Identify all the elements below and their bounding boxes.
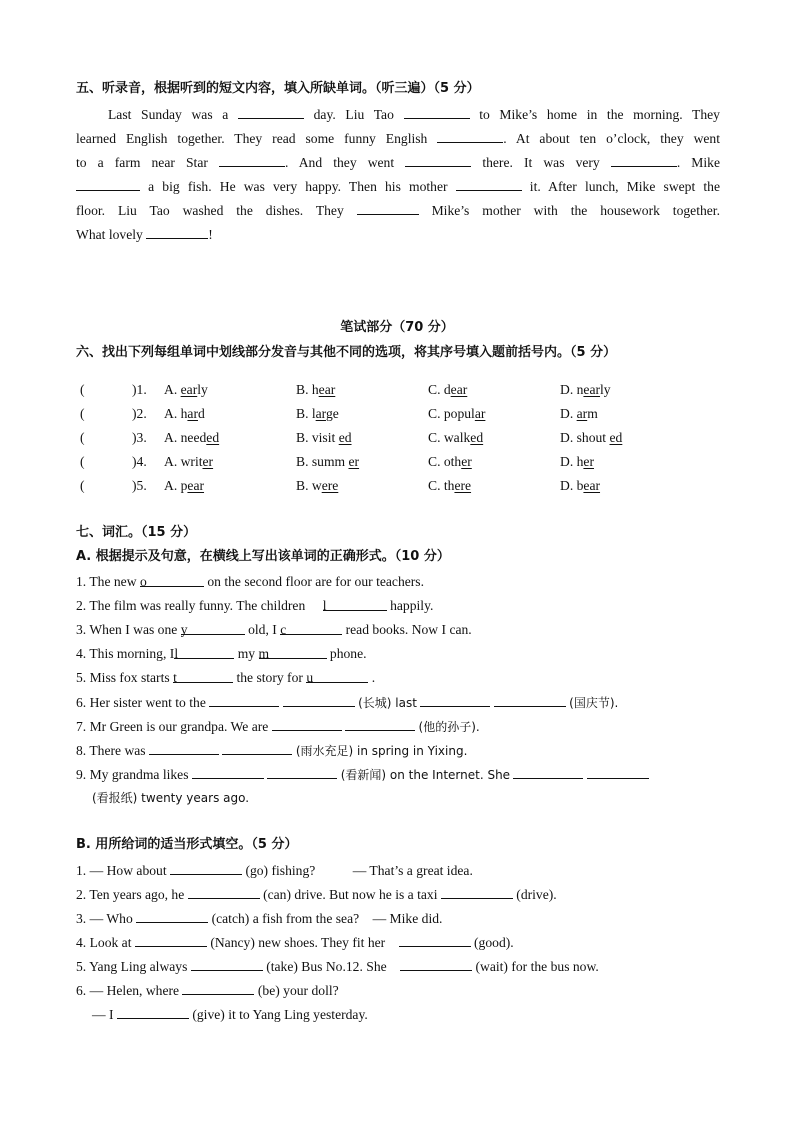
blank[interactable] <box>146 225 208 239</box>
blank[interactable]: t <box>173 669 233 683</box>
blank[interactable] <box>136 909 208 923</box>
answer-bracket[interactable]: ( <box>80 406 85 421</box>
blank[interactable] <box>182 981 254 995</box>
form-q5: 5. Yang Ling always (take) Bus No.12. She (wait) for the bus now. <box>76 959 599 974</box>
blank[interactable] <box>513 765 583 779</box>
section5-heading: 五、听录音，根据听到的短文内容，填入所缺单词。（听三遍）（5 分） <box>76 81 480 96</box>
blank[interactable] <box>209 693 279 707</box>
passage-line-1: Last Sunday was a day. Liu Tao to Mike’s home in the morning. They <box>108 107 720 122</box>
phonics-row: ( )1. A. early B. hear C. dear D. nearly <box>80 382 611 397</box>
blank[interactable] <box>283 693 355 707</box>
option-b: B. summ er <box>296 454 360 469</box>
option-a: A. pear <box>164 478 205 493</box>
blank[interactable] <box>441 885 513 899</box>
vocab-q9-cont: (看报纸) twenty years ago. <box>92 791 250 805</box>
blank[interactable] <box>437 129 503 143</box>
blank[interactable] <box>587 765 649 779</box>
blank[interactable] <box>76 177 140 191</box>
blank[interactable] <box>456 177 522 191</box>
vocab-q5: 5. Miss fox starts t the story for u . <box>76 670 376 685</box>
option-c: C. popular <box>428 406 486 421</box>
blank[interactable] <box>420 693 490 707</box>
blank[interactable] <box>238 105 304 119</box>
option-a: A. writer <box>164 454 214 469</box>
option-c: C. walked <box>428 430 484 445</box>
blank[interactable] <box>188 885 260 899</box>
passage-line-6: What lovely ! <box>76 227 213 242</box>
blank[interactable] <box>494 693 566 707</box>
blank[interactable] <box>405 153 471 167</box>
vocab-q4: 4. This morning, Il my m phone. <box>76 646 367 661</box>
blank[interactable] <box>219 153 285 167</box>
vocab-q8: 8. There was (雨水充足) in spring in Yixing. <box>76 743 468 758</box>
blank[interactable]: o <box>140 573 204 587</box>
blank[interactable] <box>170 861 242 875</box>
form-q3: 3. — Who (catch) a fish from the sea? — Mike did. <box>76 911 443 926</box>
option-a: A. early <box>164 382 208 397</box>
vocab-q7: 7. Mr Green is our grandpa. We are (他的孙子). <box>76 719 480 734</box>
form-q6-answer: — I (give) it to Yang Ling yesterday. <box>92 1007 368 1022</box>
blank[interactable] <box>611 153 677 167</box>
blank[interactable]: m <box>259 645 327 659</box>
blank[interactable] <box>272 717 342 731</box>
phonics-row: ( )2. A. hard B. large C. popular D. arm <box>80 406 598 421</box>
phonics-row: ( )3. A. needed B. visit ed C. walked D. shout ed <box>80 430 623 445</box>
section7-partB-heading: B. 用所给词的适当形式填空。（5 分） <box>76 837 298 852</box>
vocab-q2: 2. The film was really funny. The children l happily. <box>76 598 434 613</box>
blank[interactable] <box>149 741 219 755</box>
blank[interactable] <box>400 957 472 971</box>
blank[interactable] <box>399 933 471 947</box>
option-a: A. hard <box>164 406 205 421</box>
answer-bracket[interactable]: ( <box>80 430 85 445</box>
form-q2: 2. Ten years ago, he (can) drive. But now he is a taxi (drive). <box>76 887 557 902</box>
option-d: D. arm <box>560 406 598 421</box>
blank[interactable]: y <box>181 621 245 635</box>
form-q1: 1. — How about (go) fishing? — That’s a great idea. <box>76 863 473 878</box>
option-c: C. there <box>428 478 472 493</box>
option-d: D. nearly <box>560 382 611 397</box>
blank[interactable] <box>222 741 292 755</box>
passage-line-4: a big fish. He was very happy. Then his mother it. After lunch, Mike swept the <box>76 177 720 196</box>
written-part-title: 笔试部分（70 分） <box>340 320 454 335</box>
blank[interactable]: c <box>280 621 342 635</box>
form-q4: 4. Look at (Nancy) new shoes. They fit her (good). <box>76 935 514 950</box>
option-b: B. visit ed <box>296 430 352 445</box>
blank[interactable] <box>404 105 470 119</box>
phonics-row: ( )5. A. pear B. were C. there D. bear <box>80 478 601 493</box>
option-d: D. bear <box>560 478 601 493</box>
blank[interactable]: u <box>306 669 368 683</box>
answer-bracket[interactable]: ( <box>80 478 85 493</box>
option-b: B. large <box>296 406 339 421</box>
blank[interactable] <box>357 201 419 215</box>
blank[interactable] <box>135 933 207 947</box>
blank[interactable]: l <box>174 645 234 659</box>
vocab-q3: 3. When I was one y old, I c read books. Now I can. <box>76 622 472 637</box>
option-d: D. her <box>560 454 594 469</box>
option-b: B. hear <box>296 382 336 397</box>
vocab-q6: 6. Her sister went to the (长城) last (国庆节). <box>76 695 619 710</box>
blank[interactable] <box>192 765 264 779</box>
blank[interactable] <box>117 1005 189 1019</box>
passage-line-3: to a farm near Star . And they went there. It was very . Mike <box>76 155 721 170</box>
option-c: C. other <box>428 454 472 469</box>
answer-bracket[interactable]: ( <box>80 454 85 469</box>
passage-line-5: floor. Liu Tao washed the dishes. They Mike’s mother with the housework together. <box>76 203 720 218</box>
section6-heading: 六、找出下列每组单词中划线部分发音与其他不同的选项，将其序号填入题前括号内。（5 分） <box>76 345 617 360</box>
option-b: B. were <box>296 478 339 493</box>
blank[interactable] <box>345 717 415 731</box>
vocab-q9: 9. My grandma likes (看新闻) on the Internet. She <box>76 765 720 784</box>
passage-line-2: learned English together. They read some funny English . At about ten o’clock, they went <box>76 131 720 146</box>
blank[interactable] <box>191 957 263 971</box>
phonics-row: ( )4. A. writer B. summ er C. other D. her <box>80 454 594 469</box>
option-a: A. needed <box>164 430 220 445</box>
option-d: D. shout ed <box>560 430 623 445</box>
section7-partA-heading: A. 根据提示及句意，在横线上写出该单词的正确形式。（10 分） <box>76 549 450 564</box>
blank[interactable]: l <box>323 597 387 611</box>
section7-heading: 七、词汇。（15 分） <box>76 525 197 540</box>
option-c: C. dear <box>428 382 468 397</box>
answer-bracket[interactable]: ( <box>80 382 85 397</box>
form-q6: 6. — Helen, where (be) your doll? <box>76 983 339 998</box>
vocab-q1: 1. The new o on the second floor are for our teachers. <box>76 574 424 589</box>
blank[interactable] <box>267 765 337 779</box>
